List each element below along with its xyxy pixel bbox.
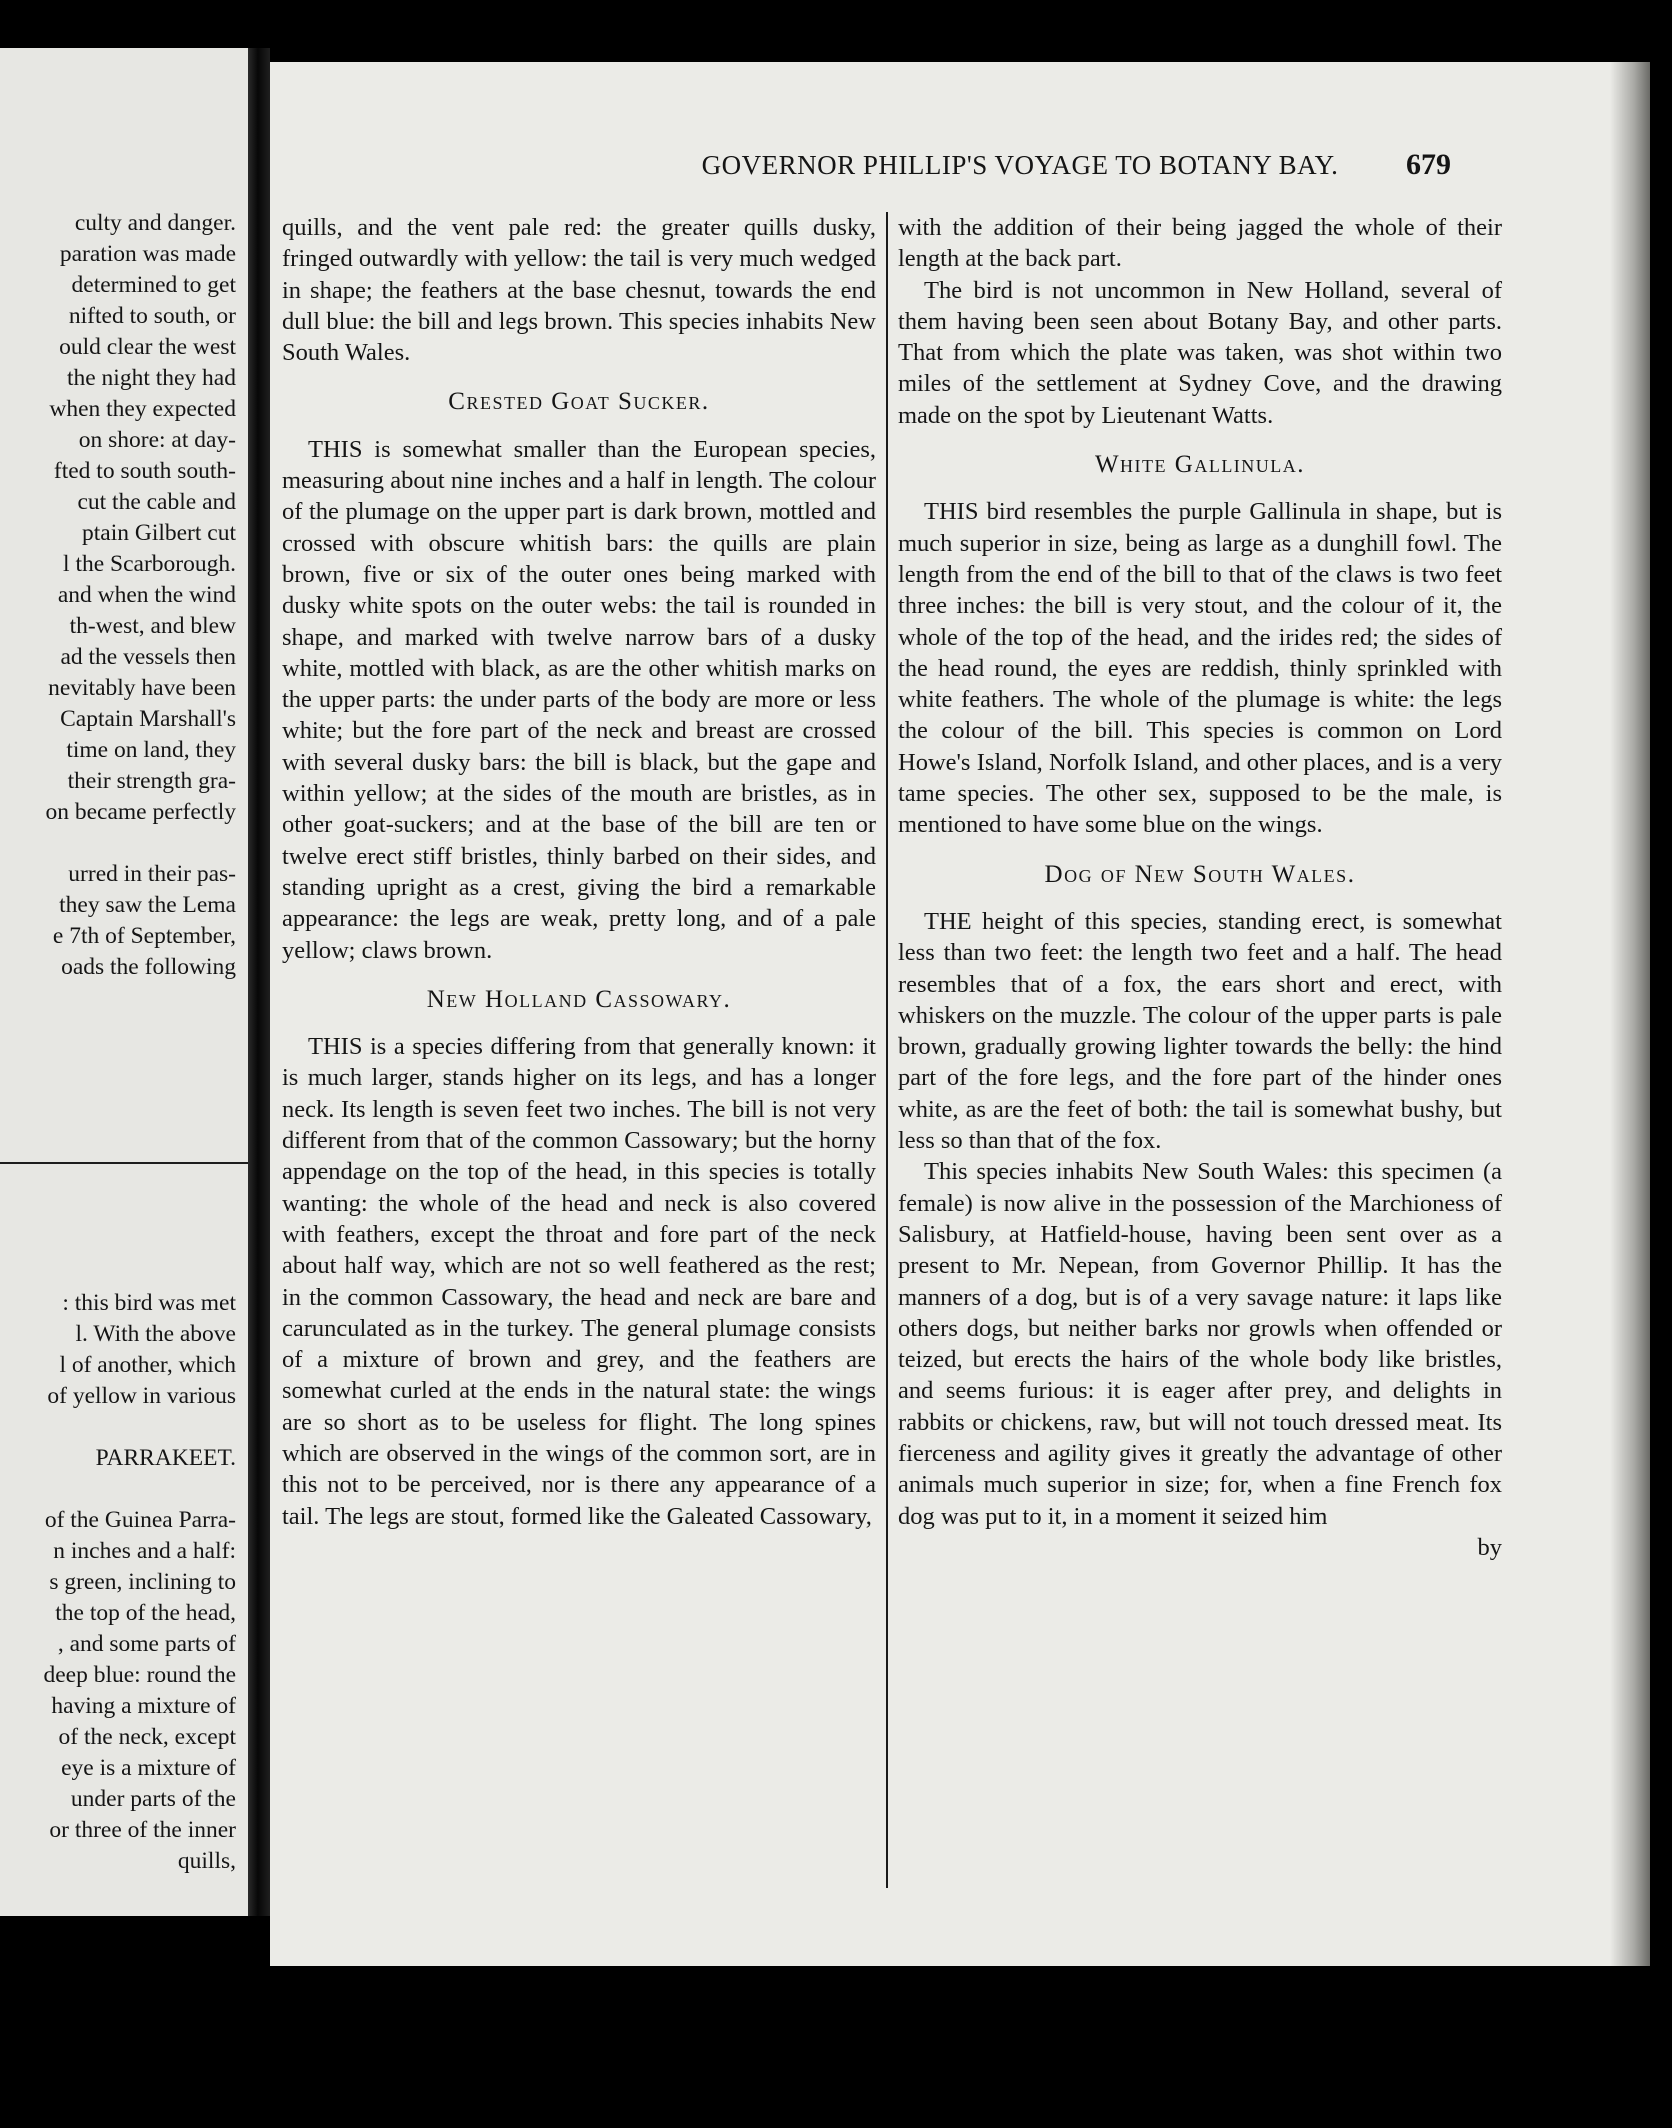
paragraph: This species inhabits New South Wales: this specimen (a female) is now alive in the possession of the Marchioness of Salisbury, at Hatfield-house, having been sent over as a present to Mr. Nepean, from Governor Phillip. It has the manners of a dog, but is of a very savage nature: it laps like others dogs, but neither barks nor growls when offended or teized, but erects the hairs of the whole body like bristles, and seems furious: it is eager after prey, and delights in rabbits or chickens, raw, but will not touch dressed meat. Its fierceness and agility gives it greatly the advantage of other animals much superior in size; for, when a fine French fox dog was put to it, in a moment it seized him [898,1158,1502,1530]
section-heading-crested-goat-sucker: Crested Goat Sucker. [448,388,710,416]
previous-page-upper-text [0,208,236,983]
text-line: they saw the Lema [59,892,236,918]
text-line: having a mixture of [51,1693,236,1719]
paragraph: quills, and the vent pale red: the greater quills dusky, fringed outwardly with yellow: the tail is very much wedged in shape; the feathers at the base chesnut, towards the end dull blue: the bill and legs brown. This species inhabits New South Wales. [282,214,876,367]
text-line: fted to south south- [53,458,236,484]
paragraph: THIS is somewhat smaller than the European species, measuring about nine inches and a half in length. The colour of the plumage on the upper part is dark brown, mottled and crossed with obscure whitish bars: the quills are plain brown, five or six of the outer ones being marked with dusky white spots on the outer webs: the tail is rounded in shape, and marked with twelve narrow bars of a dusky white, mottled with black, as are the other whitish marks on the upper parts: the under parts of the body are more or less white; but the fore part of the neck and breast are crossed with several dusky bars: the bill is black, but the gape and within yellow; at the sides of the mouth are bristles, as in other goat-suckers; and at the base of the bill are ten or twelve erect stiff bristles, thinly barbed on their sides, and standing upright as a crest, giving the bird a remarkable appearance: the legs are weak, pretty long, and of a pale yellow; claws brown. [282,435,876,964]
section-heading-white-gallinula: White Gallinula. [1094,451,1306,479]
section-heading-dog-of-new-south-wales: Dog of New South Wales. [1044,860,1356,888]
book-gutter [248,48,270,1916]
previous-page-fragment [0,48,248,1916]
text-line: determined to get [71,272,236,298]
text-line: on shore: at day- [78,427,236,453]
text-line: th-west, and blew [69,613,236,639]
paragraph: THIS is a species differing from that generally known: it is much larger, stands higher on its legs, and has a longer neck. Its length is seven feet two inches. The bill is not very different from that of the common Cassowary; but the horny appendage on the top of the head, in this species is totally wanting: the whole of the head and neck is also covered with feathers, except the throat and fore part of the neck about half way, which are not so well feathered as the rest; in the common Cassowary, the head and neck are bare and carunculated as in the turkey. The general plumage consists of a mixture of brown and grey, and the feathers are somewhat curled at the ends in the natural state: the wings are so short as to be useless for flight. The long spines which are observed in the wings of the common sort, are in this not to be perceived, nor is there any appearance of a tail. The legs are stout, formed like the Galeated Cassowary, [282,1033,876,1530]
text-line: n inches and a half: [53,1538,236,1564]
text-line: cut the cable and [77,489,236,515]
text-line: of the Guinea Parra- [44,1507,236,1533]
paragraph: THE height of this species, standing erect, is somewhat less than two feet: the length two feet and a half. The head resembles that of a fox, the ears short and erect, with whiskers on the muzzle. The colour of the upper parts is pale brown, gradually growing lighter towards the belly: the hind part of the fore legs, and the fore part of the hinder ones white, as are the feet of both: the tail is somewhat bushy, but less so than that of the fox. [898,907,1502,1155]
text-line: l. With the above [75,1321,236,1347]
previous-page-divider [0,1162,248,1164]
text-line: eye is a mixture of [61,1755,236,1781]
page-edge-shadow [1610,62,1650,1966]
text-line [0,828,236,859]
text-line: when they expected [49,396,236,422]
text-line: : this bird was met [62,1290,236,1316]
text-line: nevitably have been [48,675,236,701]
text-line: Captain Marshall's [60,706,236,732]
text-line: nifted to south, or [68,303,236,329]
text-line: ould clear the west [59,334,236,360]
text-line: on became perfectly [45,799,236,825]
text-line: , and some parts of [57,1631,236,1657]
text-line: of yellow in various [47,1383,236,1409]
text-line: the top of the head, [55,1600,236,1626]
text-line: culty and danger. [74,210,236,236]
previous-page-lower-text [0,1288,236,1877]
text-line: ptain Gilbert cut [81,520,236,546]
paragraph: with the addition of their being jagged the whole of their length at the back part. [898,214,1502,273]
text-line [0,1474,236,1505]
text-line: under parts of the [70,1786,236,1812]
page-number: 679 [1406,148,1451,181]
column-rule [886,212,888,1888]
text-line: s green, inclining to [49,1569,236,1595]
paragraph: THIS bird resembles the purple Gallinula in shape, but is much superior in size, being as large as a dunghill fowl. The length from the end of the bill to that of the claws is two feet three inches: the bill is very stout, and the colour of it, the whole of the top of the head, and the irides red; the sides of the head round, the eyes are reddish, thinly sprinkled with white feathers. The whole of the plumage is white: the legs the colour of the bill. This species is common on Lord Howe's Island, Norfolk Island, and other places, and is a very tame species. The other sex, supposed to be the male, is mentioned to have some blue on the wings. [898,498,1502,839]
text-line: the night they had [66,365,236,391]
text-line: e 7th of September, [52,923,236,949]
main-page [270,62,1650,1966]
text-line: and when the wind [57,582,236,608]
text-line: ad the vessels then [60,644,236,670]
text-line: quills, [177,1848,236,1874]
text-line: paration was made [59,241,236,267]
text-line: oads the following [61,954,236,980]
column-left [282,212,876,1532]
text-line: deep blue: round the [43,1662,236,1688]
text-line: of the neck, except [58,1724,236,1750]
text-line: time on land, they [66,737,236,763]
text-line: or three of the inner [49,1817,236,1843]
column-right [898,212,1502,1563]
text-line: their strength gra- [67,768,236,794]
text-line: l the Scarborough. [63,551,236,577]
text-line: l of another, which [59,1352,236,1378]
section-heading-new-holland-cassowary: New Holland Cassowary. [426,985,732,1013]
text-line: urred in their pas- [68,861,236,887]
paragraph: The bird is not uncommon in New Holland, several of them having been seen about Botany Bay, and other parts. That from which the plate was taken, was shot within two miles of the settlement at Sydney Cove, and the drawing made on the spot by Lieutenant Watts. [898,276,1502,429]
catchword: by [1477,1533,1502,1561]
running-head: GOVERNOR PHILLIP'S VOYAGE TO BOTANY BAY. [701,150,1339,180]
text-line: PARRAKEET. [95,1445,236,1471]
text-line [0,1412,236,1443]
